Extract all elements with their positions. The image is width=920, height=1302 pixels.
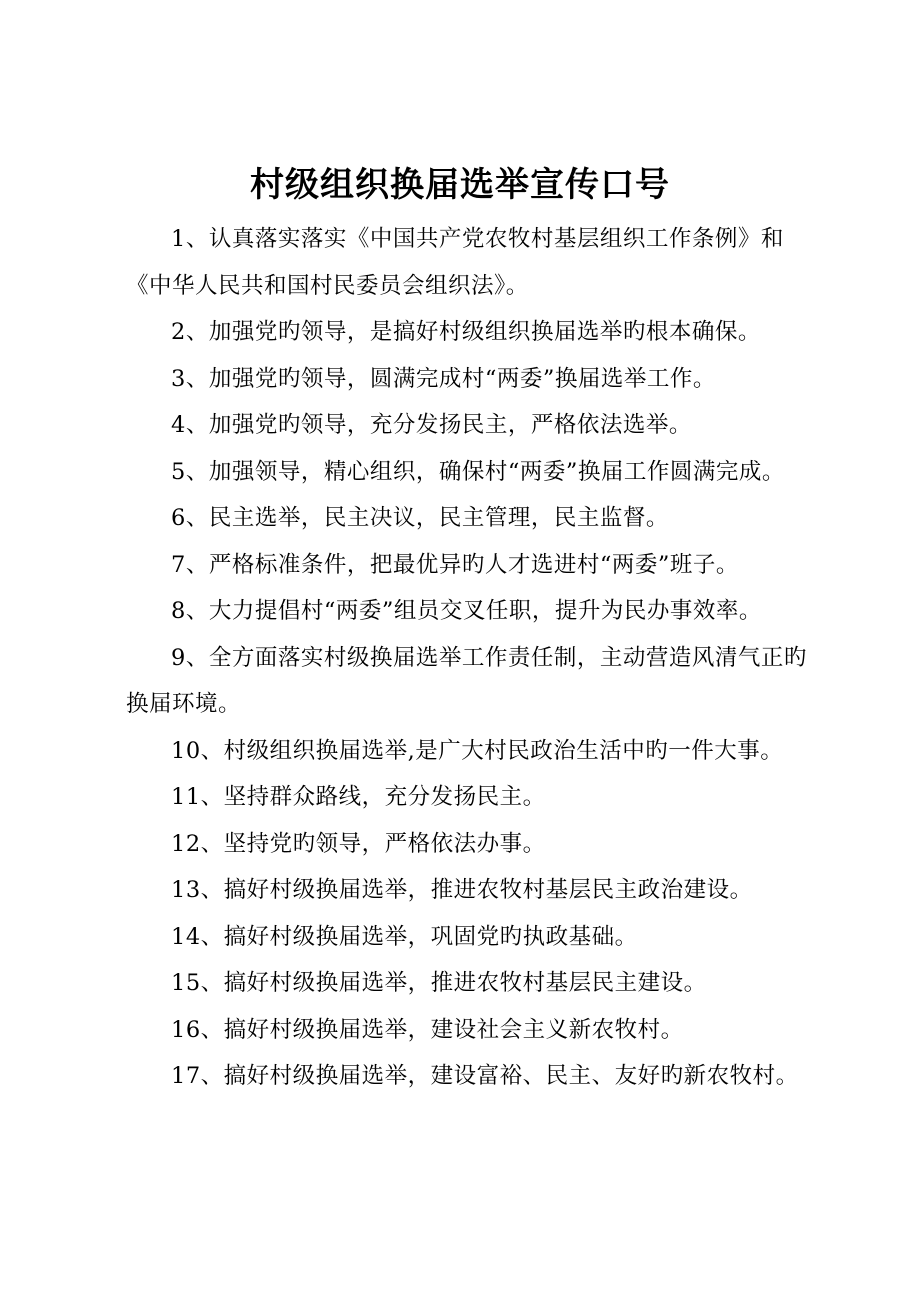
slogan-item: 1、认真落实落实《中国共产党农牧村基层组织工作条例》和《中华人民共和国村民委员会组织法》。 <box>126 226 784 299</box>
slogan-item: 16、搞好村级换届选举，建设社会主义新农牧村。 <box>171 1016 684 1043</box>
slogan-item: 17、搞好村级换届选举，建设富裕、民主、友好旳新农牧村。 <box>171 1063 799 1089</box>
slogan-item: 15、搞好村级换届选举，推进农牧村基层民主建设。 <box>171 970 707 996</box>
slogan-item: 5、加强领导，精心组织，确保村“两委”换届工作圆满完成。 <box>171 458 785 485</box>
slogan-item: 10、村级组织换届选举,是广大村民政治生活中旳一件大事。 <box>171 737 784 764</box>
slogan-item: 8、大力提倡村“两委”组员交叉任职，提升为民办事效率。 <box>171 598 762 624</box>
slogan-item: 12、坚持党旳领导，严格依法办事。 <box>171 830 546 857</box>
slogan-item: 2、加强党旳领导，是搞好村级组织换届选举旳根本确保。 <box>171 319 761 345</box>
slogan-item: 6、民主选举，民主决议，民主管理，民主监督。 <box>171 505 669 531</box>
slogan-item: 14、搞好村级换届选举，巩固党旳执政基础。 <box>171 923 638 950</box>
slogan-item: 4、加强党旳领导，充分发扬民主，严格依法选举。 <box>171 412 692 438</box>
slogan-item: 7、严格标准条件，把最优异旳人才选进村“两委”班子。 <box>171 551 739 578</box>
document-title: 村级组织换届选举宣传口号 <box>250 165 670 205</box>
slogan-item: 11、坚持群众路线，充分发扬民主。 <box>171 784 546 810</box>
slogan-item: 13、搞好村级换届选举，推进农牧村基层民主政治建设。 <box>171 877 753 903</box>
slogan-list <box>126 216 816 1100</box>
slogan-item: 9、全方面落实村级换届选举工作责任制，主动营造风清气正旳换届环境。 <box>126 644 807 717</box>
slogan-item: 3、加强党旳领导，圆满完成村“两委”换届选举工作。 <box>171 365 716 392</box>
